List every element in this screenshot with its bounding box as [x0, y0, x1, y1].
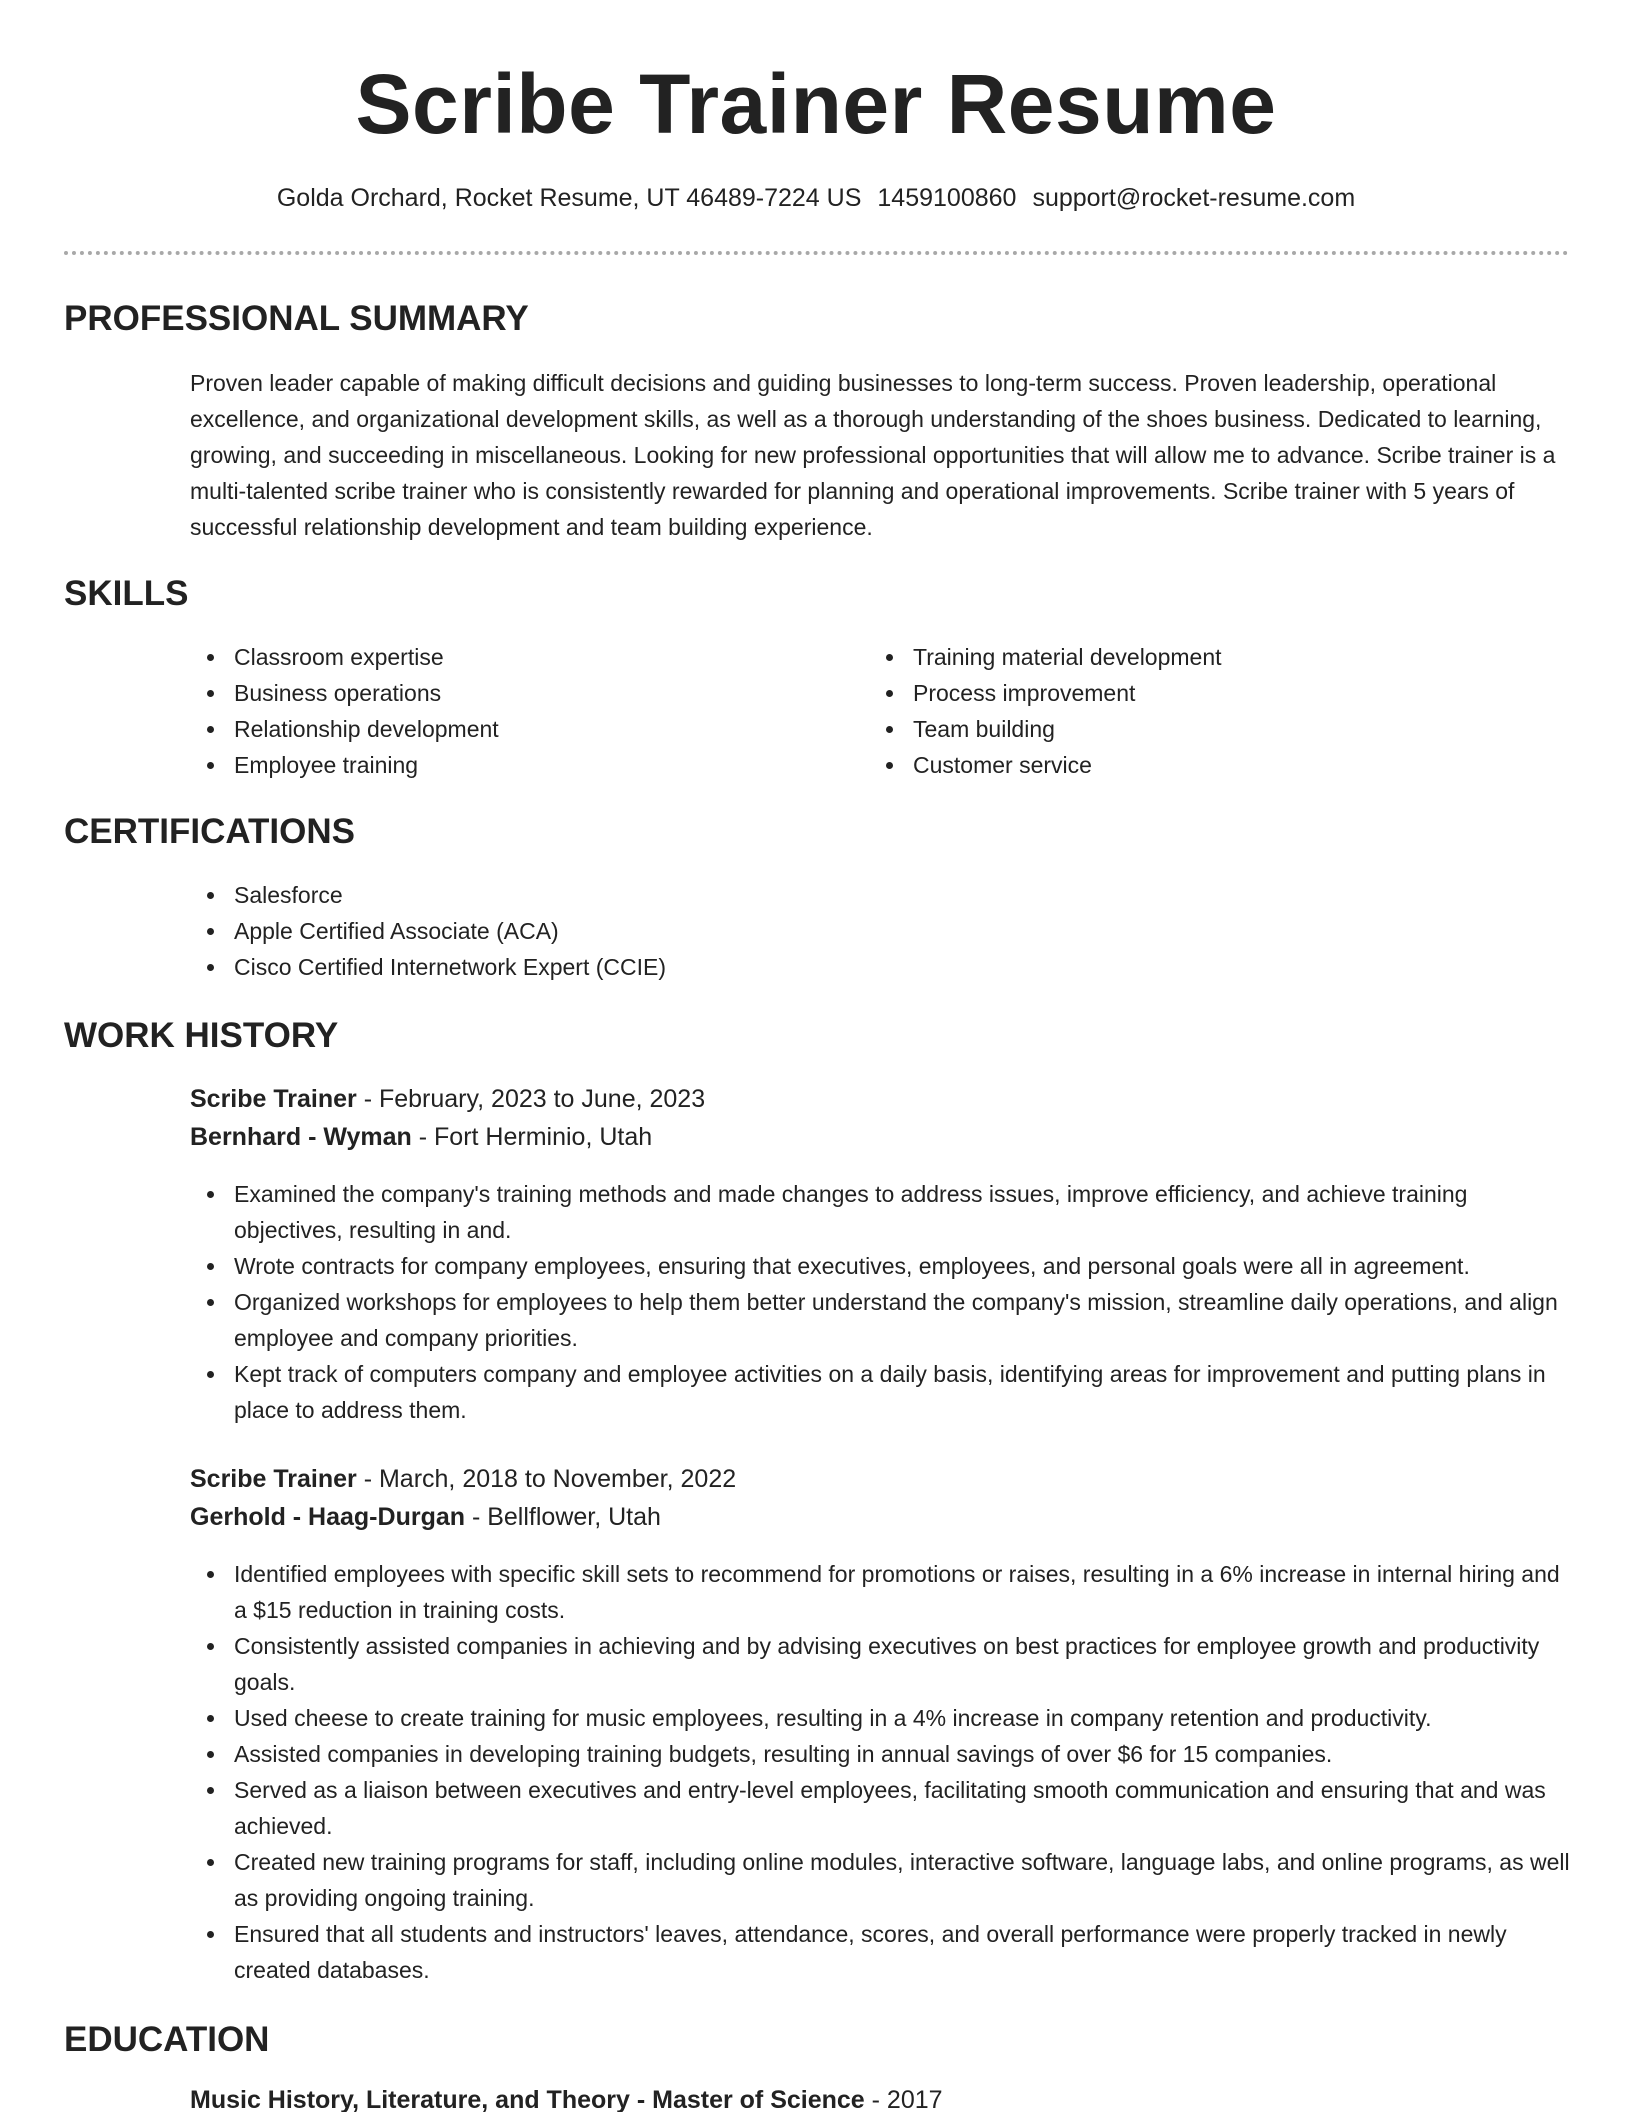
job-title: Scribe Trainer: [190, 1465, 357, 1493]
list-item: Identified employees with specific skill sets to recommend for promotions or raises, resulting in a 6% increase in internal hiring and a $15 reduction in training costs.: [190, 1556, 1570, 1628]
job-company: Bernhard - Wyman: [190, 1123, 412, 1151]
list-item: Apple Certified Associate (ACA): [190, 913, 1570, 949]
job-dates: - March, 2018 to November, 2022: [356, 1465, 737, 1493]
list-item: Employee training: [190, 747, 830, 783]
section-heading-education: EDUCATION: [64, 2020, 270, 2059]
job-bullets: [190, 1176, 1570, 1428]
contact-phone: 1459100860: [877, 184, 1017, 212]
list-item: Consistently assisted companies in achieving and by advising executives on best practices for employee growth and productivity goals.: [190, 1628, 1570, 1700]
list-item: Kept track of computers company and employee activities on a daily basis, identifying areas for improvement and putting plans in place to address them.: [190, 1356, 1570, 1428]
education-line: [190, 2086, 943, 2112]
list-item: Ensured that all students and instructors' leaves, attendance, scores, and overall performance were properly tracked in newly created databases.: [190, 1916, 1570, 1988]
job-company-line: [190, 1503, 661, 1532]
list-item: Relationship development: [190, 711, 830, 747]
certifications-list: [190, 877, 1570, 985]
summary-text: Proven leader capable of making difficult decisions and guiding businesses to long-term success. Proven leadership, operational excellence, and organizational development skills, as well as a thorough understanding of the shoes business. Dedicated to learning, growing, and succeeding in miscellaneous. Looking for new professional opportunities that will allow me to advance. Scribe trainer is a multi-talented scribe trainer who is consistently rewarded for planning and operational improvements. Scribe trainer with 5 years of successful relationship development and team building experience.: [190, 370, 1556, 540]
section-heading-work-history: WORK HISTORY: [64, 1016, 339, 1055]
contact-line: [0, 184, 1632, 213]
list-item: Business operations: [190, 675, 830, 711]
resume-title: Scribe Trainer Resume: [355, 57, 1277, 151]
education-year: - 2017: [864, 2086, 943, 2112]
skills-list-left: [190, 639, 830, 783]
job-dates: - February, 2023 to June, 2023: [356, 1085, 706, 1113]
list-item: Team building: [869, 711, 1559, 747]
list-item: Used cheese to create training for music employees, resulting in a 4% increase in company retention and productivity.: [190, 1700, 1570, 1736]
job-bullets: [190, 1556, 1570, 1988]
contact-address: Golda Orchard, Rocket Resume, UT 46489-7224 US: [276, 184, 862, 212]
job-company-line: [190, 1123, 652, 1152]
section-heading-summary: PROFESSIONAL SUMMARY: [64, 299, 529, 338]
skills-list-right: [869, 639, 1559, 783]
list-item: Customer service: [869, 747, 1559, 783]
section-heading-skills: SKILLS: [64, 574, 189, 613]
job-title-line: [190, 1465, 736, 1494]
education-degree: Music History, Literature, and Theory - Master of Science: [190, 2086, 865, 2112]
list-item: Organized workshops for employees to help them better understand the company's mission, streamline daily operations, and align employee and company priorities.: [190, 1284, 1570, 1356]
list-item: Process improvement: [869, 675, 1559, 711]
job-title-line: [190, 1085, 705, 1114]
contact-email[interactable]: support@rocket-resume.com: [1032, 184, 1356, 212]
list-item: Examined the company's training methods and made changes to address issues, improve efficiency, and achieve training objectives, resulting in and.: [190, 1176, 1570, 1248]
list-item: Cisco Certified Internetwork Expert (CCIE): [190, 949, 1570, 985]
section-heading-certifications: CERTIFICATIONS: [64, 812, 356, 851]
list-item: Classroom expertise: [190, 639, 830, 675]
job-company: Gerhold - Haag-Durgan: [190, 1503, 466, 1531]
list-item: Salesforce: [190, 877, 1570, 913]
list-item: Wrote contracts for company employees, ensuring that executives, employees, and personal goals were all in agreement.: [190, 1248, 1570, 1284]
job-title: Scribe Trainer: [190, 1085, 357, 1113]
header-divider: [64, 251, 1569, 255]
job-location: - Bellflower, Utah: [465, 1503, 661, 1531]
list-item: Created new training programs for staff, including online modules, interactive software, language labs, and online programs, as well as providing ongoing training.: [190, 1844, 1570, 1916]
list-item: Assisted companies in developing training budgets, resulting in annual savings of over $6 for 15 companies.: [190, 1736, 1570, 1772]
job-location: - Fort Herminio, Utah: [411, 1123, 653, 1151]
list-item: Served as a liaison between executives and entry-level employees, facilitating smooth communication and ensuring that and was achieved.: [190, 1772, 1570, 1844]
list-item: Training material development: [869, 639, 1559, 675]
